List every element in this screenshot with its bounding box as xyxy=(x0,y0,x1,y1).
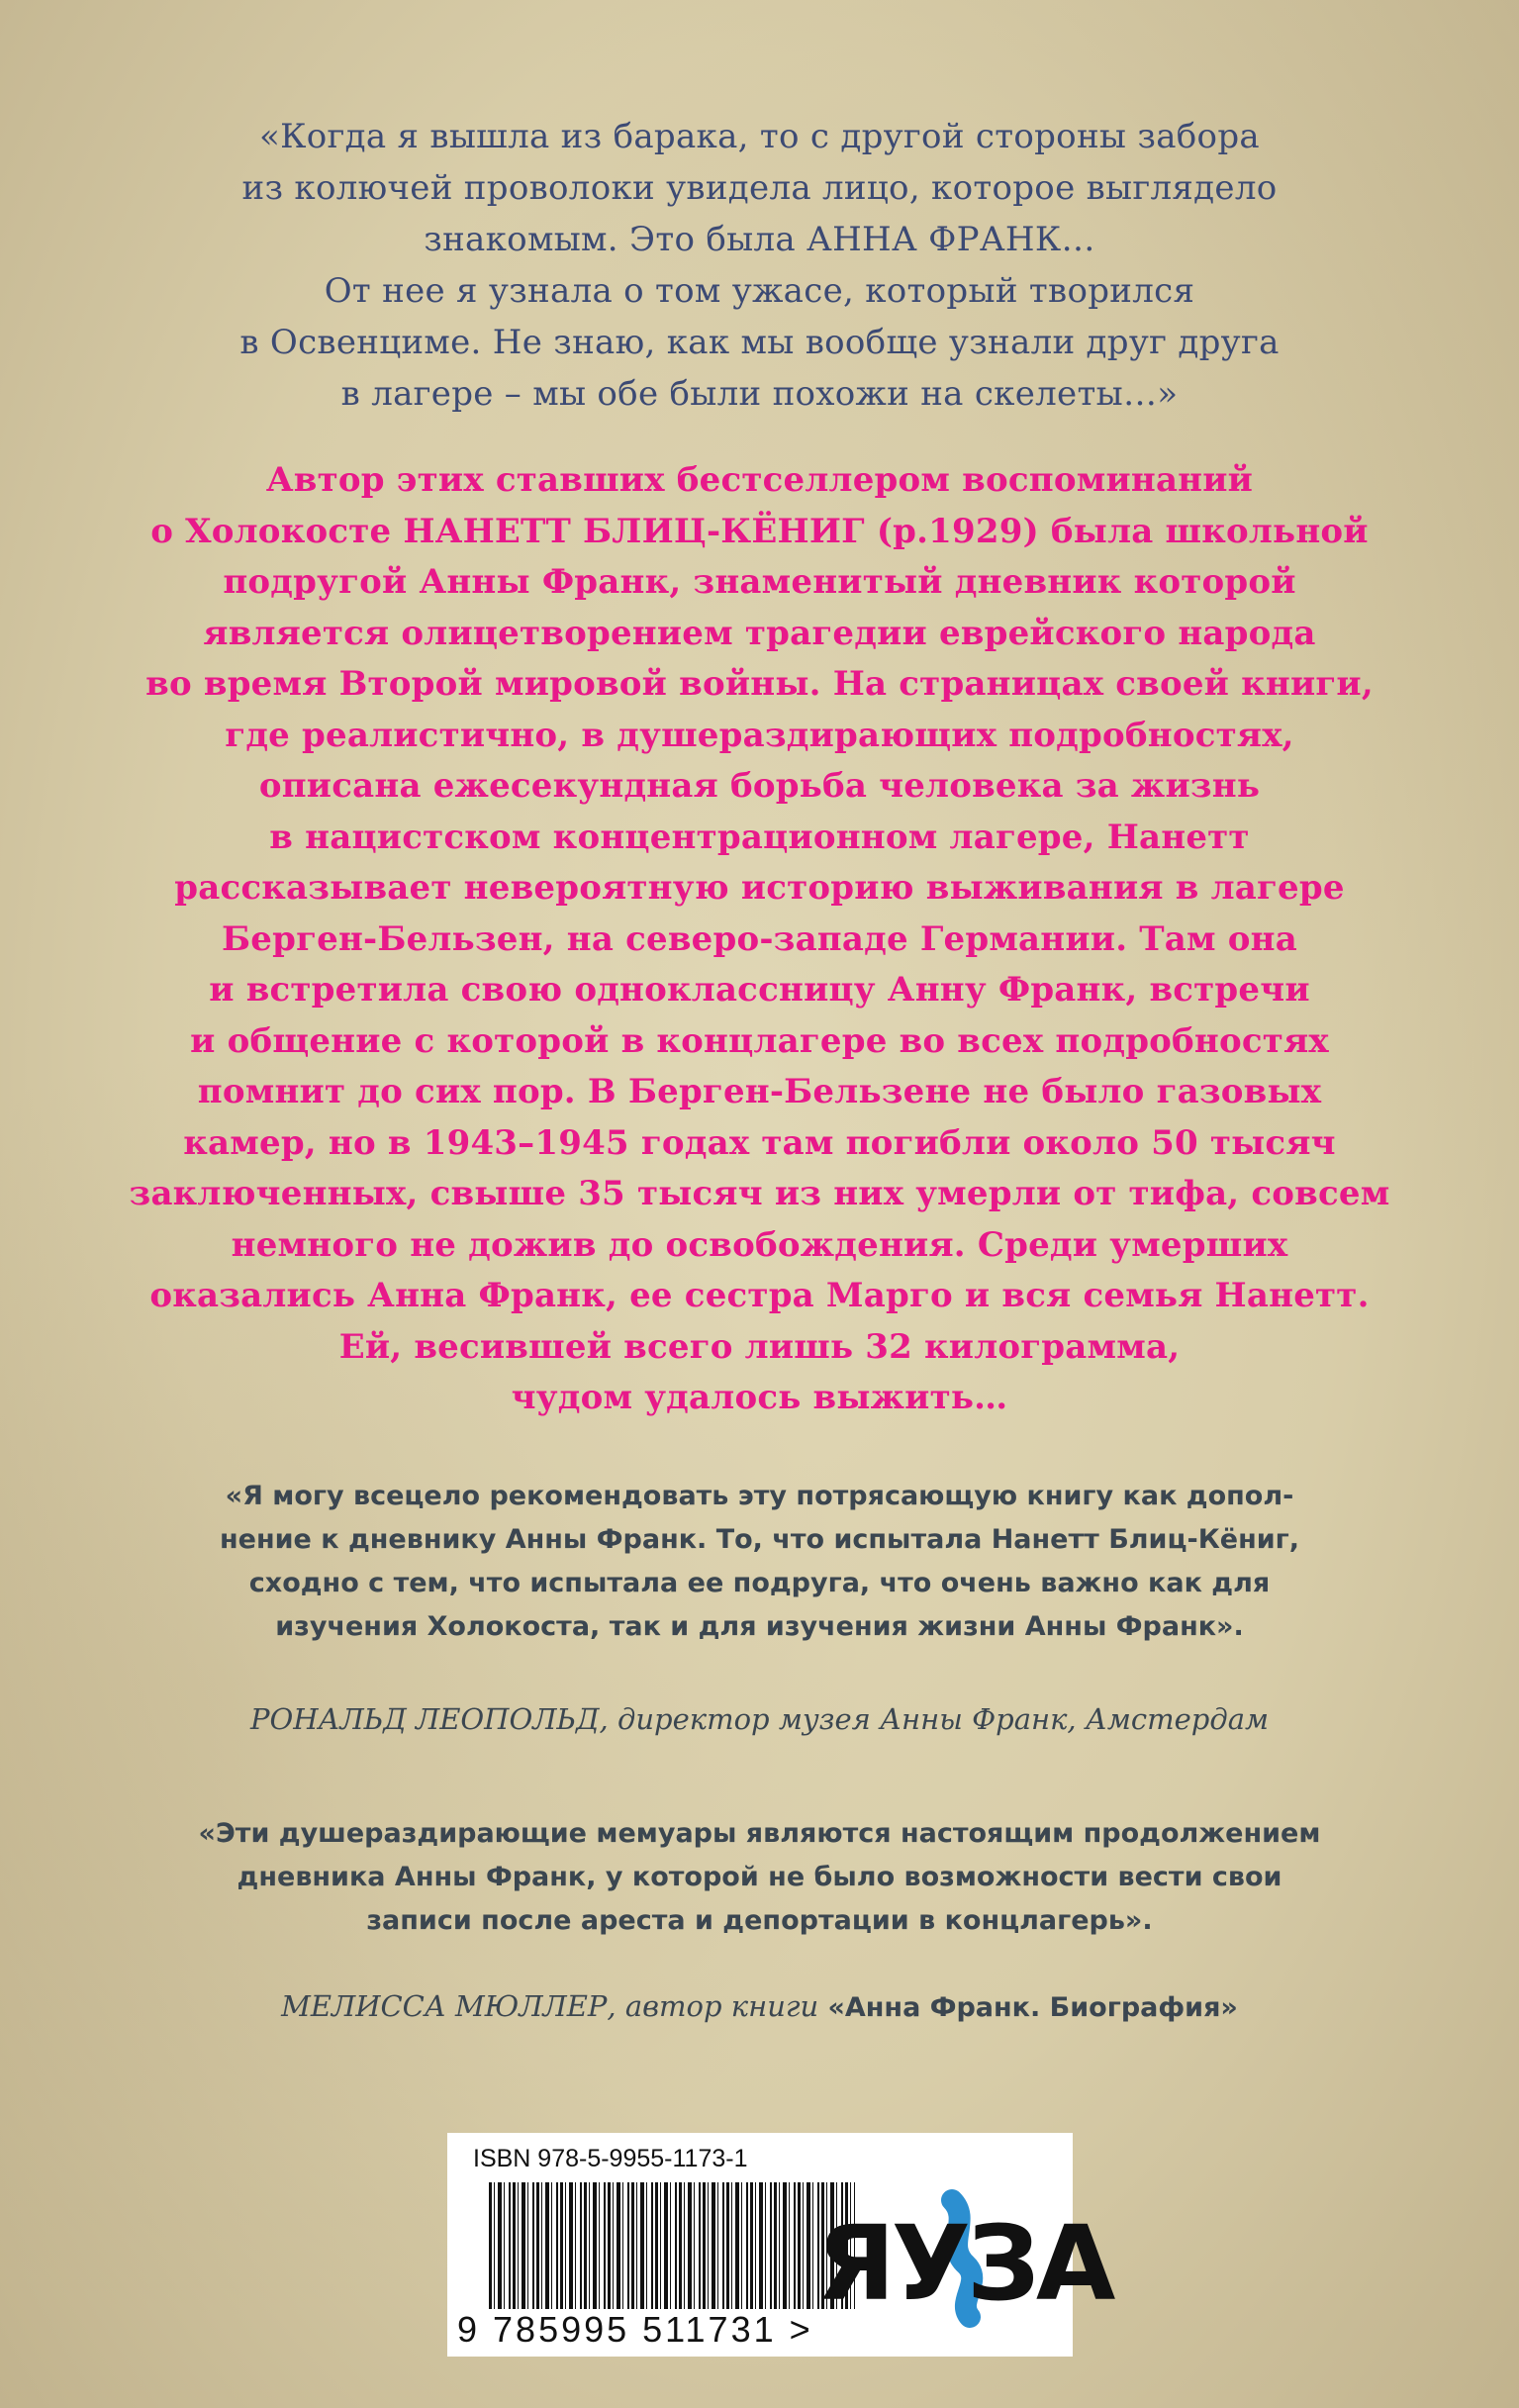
quote-line: знакомым. Это была АННА ФРАНК… xyxy=(424,220,1095,259)
description-line: заключенных, свыше 35 тысяч из них умерли от тифа, совсем xyxy=(129,1174,1390,1213)
description-line: Ей, весившей всего лишь 32 килограмма, xyxy=(338,1326,1181,1367)
description-line: оказались Анна Франк, ее сестра Марго и вся семья Нанетт. xyxy=(149,1276,1370,1315)
review-line: сходно с тем, что испытала ее подруга, что очень важно как для xyxy=(248,1568,1271,1598)
quote-line: в лагере – мы обе были похожи на скелеты…» xyxy=(340,374,1179,414)
review-attribution-muller xyxy=(0,1986,1519,2028)
isbn-number: ISBN 978-5-9955-1173-1 xyxy=(473,2145,748,2172)
description-line: подругой Анны Франк, знаменитый дневник которой xyxy=(223,562,1296,602)
review-line: изучения Холокоста, так и для изучения жизни Анны Франк». xyxy=(275,1611,1244,1642)
quote-line: из колючей проволоки увидела лицо, которое выглядело xyxy=(241,168,1278,208)
description-line: Берген-Бельзен, на северо-западе Германии. Там она xyxy=(222,918,1297,959)
description-line: во время Второй мировой войны. На страницах своей книги, xyxy=(145,664,1374,704)
review-attribution-leopold: РОНАЛЬД ЛЕОПОЛЬД, директор музея Анны Франк, Амстердам xyxy=(249,1702,1270,1736)
review-quote-muller xyxy=(0,1812,1519,1943)
attribution-author: МЕЛИССА МЮЛЛЕР, автор книги xyxy=(281,1989,828,2023)
review-line: нение к дневнику Анны Франк. То, что испытала Нанетт Блиц-Кёниг, xyxy=(219,1524,1300,1555)
description-line: Автор этих ставших бестселлером воспоминаний xyxy=(265,460,1254,500)
publisher-logo-icon xyxy=(815,2190,1112,2324)
opening-quote xyxy=(0,111,1519,420)
publisher-logo-text: ЯУЗА xyxy=(815,2203,1112,2324)
description-line: описана ежесекундная борьба человека за жизнь xyxy=(258,766,1261,806)
description-line: и общение с которой в концлагере во всех подробностях xyxy=(190,1020,1329,1061)
description-line: камер, но в 1943–1945 годах там погибли около 50 тысяч xyxy=(183,1122,1336,1163)
barcode-icon xyxy=(489,2182,855,2309)
description-line: является олицетворением трагедии еврейского народа xyxy=(203,613,1316,653)
review-line: дневника Анны Франк, у которой не было возможности вести свои xyxy=(237,1862,1282,1892)
review-quote-leopold xyxy=(0,1475,1519,1649)
description-line: в нацистском концентрационном лагере, Нанетт xyxy=(269,817,1250,857)
description-line: и встретила свою одноклассницу Анну Франк, встречи xyxy=(209,970,1310,1010)
book-description xyxy=(0,455,1519,1424)
description-line: о Холокосте НАНЕТТ БЛИЦ-КЁНИГ (р.1929) была школьной xyxy=(150,511,1369,551)
isbn-barcode-panel xyxy=(447,2133,1112,2357)
quote-line: в Освенциме. Не знаю, как мы вообще узнали друг друга xyxy=(239,323,1280,362)
quote-line: От нее я узнала о том ужасе, который творился xyxy=(324,271,1195,311)
description-line: помнит до сих пор. В Берген-Бельзене не было газовых xyxy=(197,1072,1322,1111)
attribution-book-title: «Анна Франк. Биография» xyxy=(827,1992,1238,2023)
quote-line: «Когда я вышла из барака, то с другой стороны забора xyxy=(259,117,1260,156)
description-line: рассказывает невероятную историю выживания в лагере xyxy=(174,868,1345,908)
description-line: где реалистично, в душераздирающих подробностях, xyxy=(225,715,1294,755)
description-line: чудом удалось выжить… xyxy=(511,1378,1008,1417)
review-line: «Эти душераздирающие мемуары являются настоящим продолжением xyxy=(198,1818,1321,1849)
description-line: немного не дожив до освобождения. Среди умерших xyxy=(231,1224,1288,1265)
review-line: записи после ареста и депортации в концлагерь». xyxy=(366,1905,1153,1936)
barcode-digits: 9 785995 511731 > xyxy=(457,2309,813,2350)
review-line: «Я могу всецело рекомендовать эту потрясающую книгу как допол- xyxy=(225,1481,1294,1511)
